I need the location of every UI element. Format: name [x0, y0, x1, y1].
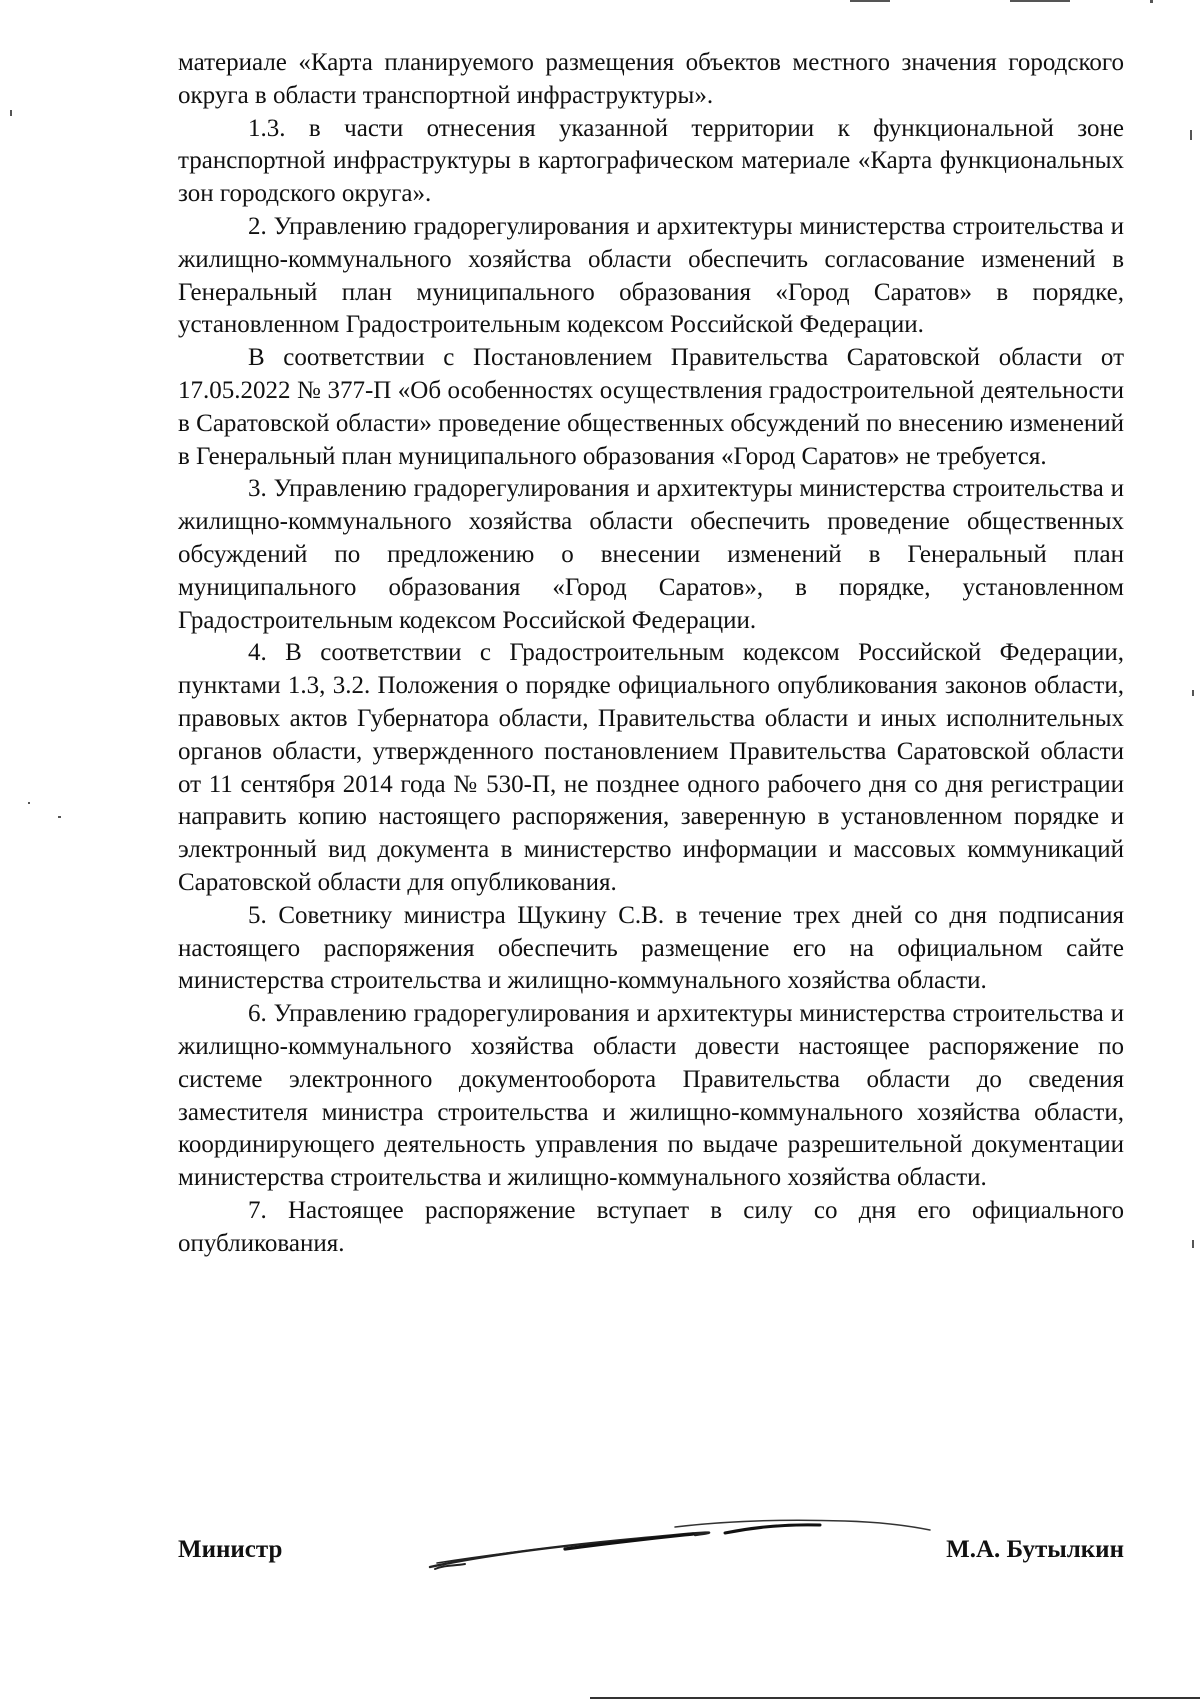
scan-speck — [1010, 0, 1070, 2]
scan-speck — [1192, 690, 1194, 696]
document-body — [178, 47, 1124, 1260]
paragraph-4: 4. В соответствии с Градостроительным кодексом Российской Федерации, пунктами 1.3, 3.2. Положения о порядке официального опубликования законов области, правовых актов Губернатора области, Правительства области и иных исполнительных органов области, утвержденного постановлением Правительства Саратовской области от 11 сентября 2014 года № 530-П, не позднее одного рабочего дня со дня регистрации направить копию настоящего распоряжения, заверенную в установленном порядке и электронный вид документа в министерство информации и массовых коммуникаций Саратовской области для опубликования. — [178, 639, 1124, 896]
scan-speck — [1190, 130, 1192, 140]
handwritten-signature — [425, 1515, 945, 1575]
signatory-name: М.А. Бутылкин — [946, 1536, 1124, 1563]
paragraph-3: 3. Управлению градорегулирования и архитектуры министерства строительства и жилищно-коммунального хозяйства области обеспечить проведение общественных обсуждений по предложению о внесении изменений в Генеральный план муниципального образования «Город Саратов», в порядке, установленном Градостроительным кодексом Российской Федерации. — [178, 475, 1124, 634]
paragraph-continuation: материале «Карта планируемого размещения объектов местного значения городского округа в области транспортной инфраструктуры». — [178, 49, 1124, 109]
signatory-title: Министр — [178, 1536, 283, 1563]
scan-speck — [850, 0, 890, 2]
paragraph-5: 5. Советнику министра Щукину С.В. в течение трех дней со дня подписания настоящего распоряжения обеспечить размещение его на официальном сайте министерства строительства и жилищно-коммунального хозяйства области. — [178, 901, 1124, 995]
scan-speck — [28, 802, 30, 804]
paragraph-6: 6. Управлению градорегулирования и архитектуры министерства строительства и жилищно-коммунального хозяйства области довести настоящее распоряжение по системе электронного документооборота Правительства области до сведения заместителя министра строительства и жилищно-коммунального хозяйства области, координирующего деятельность управления по выдаче разрешительной документации министерства строительства и жилищно-коммунального хозяйства области. — [178, 1000, 1124, 1192]
scan-speck — [58, 816, 61, 818]
scan-edge-line — [590, 1697, 1200, 1699]
paragraph-1-3: 1.3. в части отнесения указанной территории к функциональной зоне транспортной инфраструктуры в картографическом материале «Карта функциональных зон городского округа». — [178, 114, 1124, 208]
paragraph-2: 2. Управлению градорегулирования и архитектуры министерства строительства и жилищно-коммунального хозяйства области обеспечить согласование изменений в Генеральный план муниципального образования «Город Саратов» в порядке, установленном Градостроительным кодексом Российской Федерации. — [178, 212, 1124, 339]
scan-speck — [1150, 0, 1153, 3]
scan-speck — [1192, 1240, 1194, 1248]
scan-speck — [10, 110, 12, 116]
paragraph-note: В соответствии с Постановлением Правительства Саратовской области от 17.05.2022 № 377-П «Об особенностях осуществления градостроительной деятельности в Саратовской области» проведение общественных обсуждений по внесению изменений в Генеральный план муниципального образования «Город Саратов» не требуется. — [178, 344, 1124, 470]
paragraph-7: 7. Настоящее распоряжение вступает в силу со дня его официального опубликования. — [178, 1196, 1124, 1257]
